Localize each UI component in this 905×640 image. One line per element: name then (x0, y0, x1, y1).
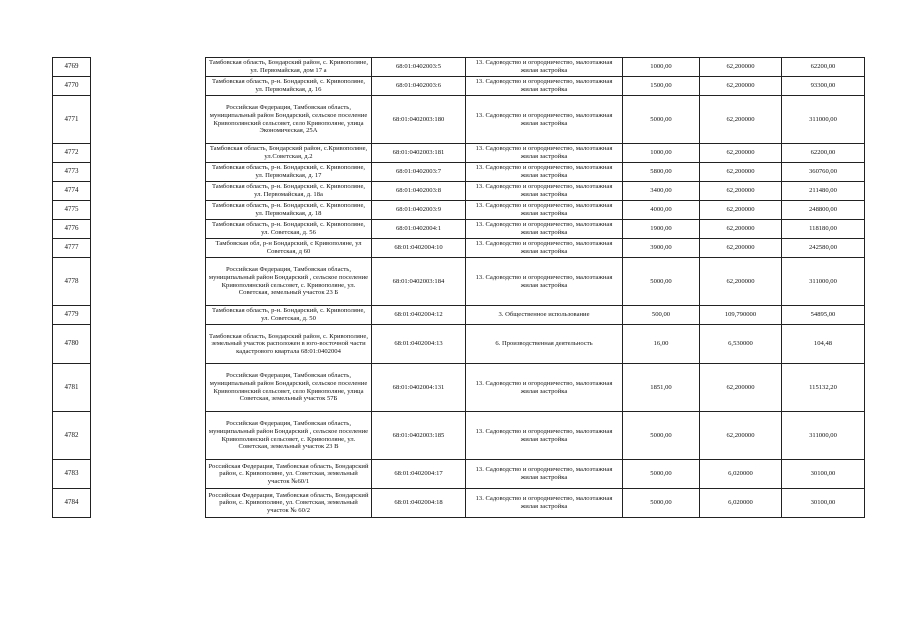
area-cell: 16,00 (623, 325, 700, 364)
cadastral-number-cell: 68:01:0402003:181 (372, 144, 466, 163)
cadastral-value-cell: 211480,00 (782, 182, 865, 201)
address-cell: Российская Федерация, Тамбовская область, муниципальный район Бондарский , сельское поселение Кривополянский сельсовет, с. Кривополяне, ул. Советская, земельный участок 23 Б (206, 258, 372, 306)
table-row (53, 412, 865, 460)
table-row (53, 144, 865, 163)
row-number: 4781 (53, 364, 91, 412)
address-cell: Российская Федерация, Тамбовская область, Бондарский район, с. Кривополяне, ул. Советская, земельный участок №60/1 (206, 460, 372, 489)
cadastral-number-cell: 68:01:0402004:10 (372, 239, 466, 258)
address-cell: Тамбовская область, Бондарский район, с. Кривополяне, земельный участок расположен в юго-восточной части кадастрового квартала 68:01:0402004 (206, 325, 372, 364)
spacer-cell (91, 325, 206, 364)
row-number: 4777 (53, 239, 91, 258)
cadastral-value-cell: 30100,00 (782, 460, 865, 489)
land-use-cell: 13. Садоводство и огородничество, малоэтажная жилая застройка (466, 412, 623, 460)
cadastral-number-cell: 68:01:0402003:6 (372, 77, 466, 96)
area-cell: 5000,00 (623, 96, 700, 144)
spacer-cell (91, 306, 206, 325)
rate-cell: 6,530000 (700, 325, 782, 364)
address-cell: Тамбовская область, Бондарский район, с.Кривополяне, ул.Советская, д.2 (206, 144, 372, 163)
row-number: 4773 (53, 163, 91, 182)
spacer-cell (91, 489, 206, 518)
cadastral-number-cell: 68:01:0402004:1 (372, 220, 466, 239)
cadastral-value-cell: 104,48 (782, 325, 865, 364)
address-cell: Тамбовская область, р-н. Бондарский, с. Кривополяне, ул. Первомайская, д. 16 (206, 77, 372, 96)
table-row (53, 77, 865, 96)
row-number: 4778 (53, 258, 91, 306)
address-cell: Тамбовская область, р-н. Бондарский, с. Кривополяне, ул. Первомайская, д. 17 (206, 163, 372, 182)
spacer-cell (91, 460, 206, 489)
address-cell: Тамбовская область, р-н. Бондарский, с. Кривополяне, ул. Первомайская, д. 18 (206, 201, 372, 220)
cadastral-number-cell: 68:01:0402003:9 (372, 201, 466, 220)
row-number: 4784 (53, 489, 91, 518)
spacer-cell (91, 239, 206, 258)
land-use-cell: 13. Садоводство и огородничество, малоэтажная жилая застройка (466, 489, 623, 518)
cadastral-number-cell: 68:01:0402003:7 (372, 163, 466, 182)
cadastral-number-cell: 68:01:0402003:180 (372, 96, 466, 144)
rate-cell: 109,790000 (700, 306, 782, 325)
row-number: 4780 (53, 325, 91, 364)
land-use-cell: 13. Садоводство и огородничество, малоэтажная жилая застройка (466, 220, 623, 239)
cadastral-number-cell: 68:01:0402004:131 (372, 364, 466, 412)
rate-cell: 62,200000 (700, 258, 782, 306)
row-number: 4771 (53, 96, 91, 144)
land-use-cell: 13. Садоводство и огородничество, малоэтажная жилая застройка (466, 144, 623, 163)
rate-cell: 62,200000 (700, 220, 782, 239)
rate-cell: 62,200000 (700, 96, 782, 144)
area-cell: 5800,00 (623, 163, 700, 182)
area-cell: 3400,00 (623, 182, 700, 201)
cadastral-number-cell: 68:01:0402003:8 (372, 182, 466, 201)
row-number: 4775 (53, 201, 91, 220)
cadastral-value-cell: 248800,00 (782, 201, 865, 220)
area-cell: 5000,00 (623, 460, 700, 489)
spacer-cell (91, 144, 206, 163)
table-row (53, 364, 865, 412)
table-row (53, 239, 865, 258)
spacer-cell (91, 258, 206, 306)
area-cell: 1900,00 (623, 220, 700, 239)
row-number: 4782 (53, 412, 91, 460)
address-cell: Тамбовская область, Бондарский район, с. Кривополяне, ул. Первомайская, дом 17 а (206, 58, 372, 77)
area-cell: 500,00 (623, 306, 700, 325)
rate-cell: 62,200000 (700, 163, 782, 182)
cadastral-number-cell: 68:01:0402004:17 (372, 460, 466, 489)
table-row (53, 58, 865, 77)
land-use-cell: 13. Садоводство и огородничество, малоэтажная жилая застройка (466, 182, 623, 201)
table-row (53, 325, 865, 364)
area-cell: 5000,00 (623, 412, 700, 460)
spacer-cell (91, 163, 206, 182)
spacer-cell (91, 182, 206, 201)
spacer-cell (91, 77, 206, 96)
land-use-cell: 13. Садоводство и огородничество, малоэтажная жилая застройка (466, 163, 623, 182)
spacer-cell (91, 412, 206, 460)
rate-cell: 62,200000 (700, 182, 782, 201)
spacer-cell (91, 96, 206, 144)
row-number: 4774 (53, 182, 91, 201)
cadastral-value-cell: 118180,00 (782, 220, 865, 239)
rate-cell: 6,020000 (700, 489, 782, 518)
table-row (53, 201, 865, 220)
rate-cell: 62,200000 (700, 412, 782, 460)
area-cell: 5000,00 (623, 258, 700, 306)
area-cell: 4000,00 (623, 201, 700, 220)
area-cell: 3900,00 (623, 239, 700, 258)
table-row (53, 306, 865, 325)
address-cell: Российская Федерация, Тамбовская область, муниципальный район Бондарский, сельское поселение Кривополянский сельсовет, село Кривополяне, улица Советская, земельный участок 57Б (206, 364, 372, 412)
table-row (53, 460, 865, 489)
area-cell: 5000,00 (623, 489, 700, 518)
rate-cell: 62,200000 (700, 201, 782, 220)
cadastral-value-cell: 62200,00 (782, 144, 865, 163)
cadastral-number-cell: 68:01:0402004:18 (372, 489, 466, 518)
address-cell: Российская Федерация, Тамбовская область, муниципальный район Бондарский, сельское поселение Кривополянский сельсовет, село Кривополяне, улица Экономическая, 25А (206, 96, 372, 144)
address-cell: Российская Федерация, Тамбовская область, муниципальный район Бондарский , сельское поселение Кривополянский сельсовет, с. Кривополяне, ул. Советская, земельный участок 23 В (206, 412, 372, 460)
rate-cell: 62,200000 (700, 239, 782, 258)
spacer-cell (91, 364, 206, 412)
rate-cell: 62,200000 (700, 364, 782, 412)
rate-cell: 62,200000 (700, 144, 782, 163)
cadastral-value-cell: 360760,00 (782, 163, 865, 182)
rate-cell: 6,020000 (700, 460, 782, 489)
cadastral-number-cell: 68:01:0402003:185 (372, 412, 466, 460)
land-use-cell: 13. Садоводство и огородничество, малоэтажная жилая застройка (466, 460, 623, 489)
land-use-cell: 3. Общественное использование (466, 306, 623, 325)
address-cell: Тамбовская область, р-н. Бондарский, с. Кривополяне, ул. Советская, д. 56 (206, 220, 372, 239)
row-number: 4770 (53, 77, 91, 96)
spacer-cell (91, 201, 206, 220)
cadastral-value-cell: 242580,00 (782, 239, 865, 258)
rate-cell: 62,200000 (700, 58, 782, 77)
row-number: 4772 (53, 144, 91, 163)
rate-cell: 62,200000 (700, 77, 782, 96)
cadastral-value-cell: 311000,00 (782, 412, 865, 460)
cadastral-number-cell: 68:01:0402003:184 (372, 258, 466, 306)
land-use-cell: 13. Садоводство и огородничество, малоэтажная жилая застройка (466, 258, 623, 306)
table-row (53, 489, 865, 518)
table-body (53, 58, 865, 518)
row-number: 4769 (53, 58, 91, 77)
table-row (53, 182, 865, 201)
land-use-cell: 13. Садоводство и огородничество, малоэтажная жилая застройка (466, 58, 623, 77)
cadastral-number-cell: 68:01:0402004:13 (372, 325, 466, 364)
table-row (53, 220, 865, 239)
cadastral-value-cell: 311000,00 (782, 96, 865, 144)
area-cell: 1000,00 (623, 144, 700, 163)
area-cell: 1851,00 (623, 364, 700, 412)
cadastral-value-table (52, 57, 865, 518)
land-use-cell: 6. Производственная деятельность (466, 325, 623, 364)
address-cell: Тамбовская область, р-н. Бондарский, с. Кривополяне, ул. Первомайская, д. 18а (206, 182, 372, 201)
cadastral-value-cell: 115132,20 (782, 364, 865, 412)
land-use-cell: 13. Садоводство и огородничество, малоэтажная жилая застройка (466, 239, 623, 258)
cadastral-value-cell: 62200,00 (782, 58, 865, 77)
table-row (53, 96, 865, 144)
address-cell: Тамбовская обл, р-н Бондарский, с Кривополяне, ул Советская, д 60 (206, 239, 372, 258)
spacer-cell (91, 58, 206, 77)
cadastral-number-cell: 68:01:0402003:5 (372, 58, 466, 77)
land-use-cell: 13. Садоводство и огородничество, малоэтажная жилая застройка (466, 364, 623, 412)
row-number: 4779 (53, 306, 91, 325)
cadastral-value-cell: 54895,00 (782, 306, 865, 325)
land-use-cell: 13. Садоводство и огородничество, малоэтажная жилая застройка (466, 201, 623, 220)
cadastral-value-cell: 30100,00 (782, 489, 865, 518)
land-use-cell: 13. Садоводство и огородничество, малоэтажная жилая застройка (466, 77, 623, 96)
table-row (53, 163, 865, 182)
table-row (53, 258, 865, 306)
land-use-cell: 13. Садоводство и огородничество, малоэтажная жилая застройка (466, 96, 623, 144)
spacer-cell (91, 220, 206, 239)
cadastral-value-cell: 93300,00 (782, 77, 865, 96)
address-cell: Тамбовская область, р-н. Бондарский, с. Кривополяне, ул. Советская, д. 50 (206, 306, 372, 325)
row-number: 4783 (53, 460, 91, 489)
area-cell: 1500,00 (623, 77, 700, 96)
address-cell: Российская Федерация, Тамбовская область, Бондарский район, с. Кривополяне, ул. Советская, земельный участок № 60/2 (206, 489, 372, 518)
area-cell: 1000,00 (623, 58, 700, 77)
cadastral-value-cell: 311000,00 (782, 258, 865, 306)
cadastral-number-cell: 68:01:0402004:12 (372, 306, 466, 325)
row-number: 4776 (53, 220, 91, 239)
